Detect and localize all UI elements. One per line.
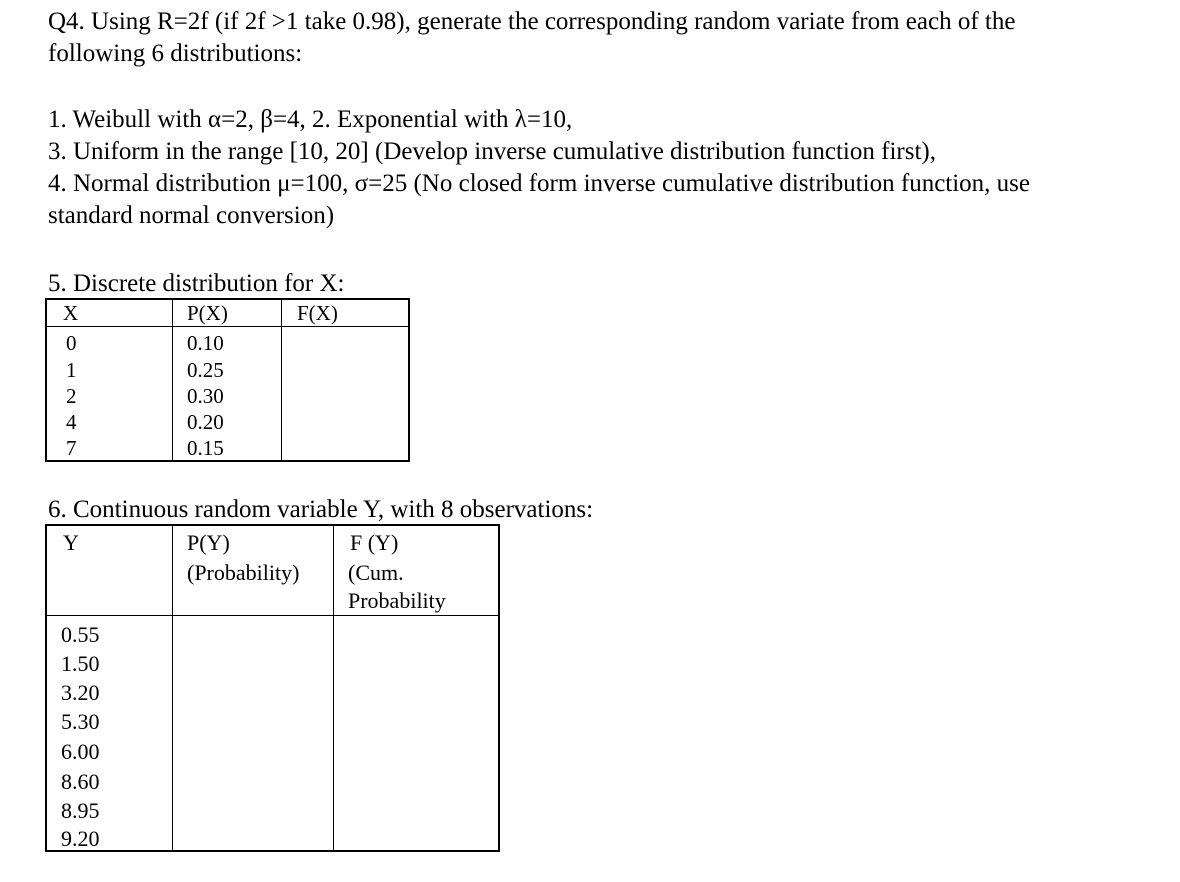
header-y: Y — [63, 530, 79, 555]
header-fy: F (Y) — [350, 530, 399, 555]
y-value: 0.55 — [61, 622, 100, 647]
continuous-title: 6. Continuous random variable Y, with 8 observations: — [48, 496, 594, 523]
header-divider — [47, 615, 498, 616]
header-x: X — [63, 301, 79, 325]
item-normal-continued: standard normal conversion) — [48, 202, 335, 229]
header-py: P(Y) — [187, 530, 230, 555]
header-fy-sub: (Cum. — [348, 560, 404, 585]
item-uniform: 3. Uniform in the range [10, 20] (Develop inverse cumulative distribution function first), — [48, 138, 936, 165]
y-value: 8.60 — [61, 769, 100, 794]
x-value: 4 — [66, 410, 77, 434]
y-value: 9.20 — [61, 826, 100, 851]
header-fy-sub: Probability — [348, 588, 446, 613]
p-value: 0.30 — [187, 384, 224, 408]
item-weibull-exponential: 1. Weibull with α=2, β=4, 2. Exponential with λ=10, — [48, 106, 573, 133]
x-value: 2 — [66, 384, 77, 408]
p-value: 0.25 — [187, 358, 224, 382]
p-value: 0.20 — [187, 410, 224, 434]
continuous-table — [45, 524, 500, 852]
column-divider — [281, 300, 282, 460]
column-divider — [172, 300, 173, 460]
y-value: 5.30 — [61, 709, 100, 734]
header-py-sub: (Probability) — [187, 560, 300, 585]
y-value: 1.50 — [61, 651, 100, 676]
x-value: 0 — [66, 331, 77, 355]
question-text-line-1: Q4. Using R=2f (if 2f >1 take 0.98), generate the corresponding random variate from each of the — [48, 8, 1016, 35]
column-divider — [333, 526, 334, 850]
header-fx: F(X) — [297, 301, 338, 325]
p-value: 0.15 — [187, 436, 224, 460]
column-divider — [172, 526, 173, 850]
x-value: 1 — [66, 358, 77, 382]
header-divider — [47, 326, 408, 327]
discrete-table — [45, 298, 410, 462]
question-text-line-2: following 6 distributions: — [48, 40, 303, 67]
y-value: 6.00 — [61, 739, 100, 764]
item-normal: 4. Normal distribution μ=100, σ=25 (No closed form inverse cumulative distribution function, use — [48, 170, 1031, 197]
y-value: 8.95 — [61, 798, 100, 823]
header-px: P(X) — [187, 301, 228, 325]
p-value: 0.10 — [187, 331, 224, 355]
y-value: 3.20 — [61, 680, 100, 705]
x-value: 7 — [66, 436, 77, 460]
discrete-title: 5. Discrete distribution for X: — [48, 270, 345, 297]
